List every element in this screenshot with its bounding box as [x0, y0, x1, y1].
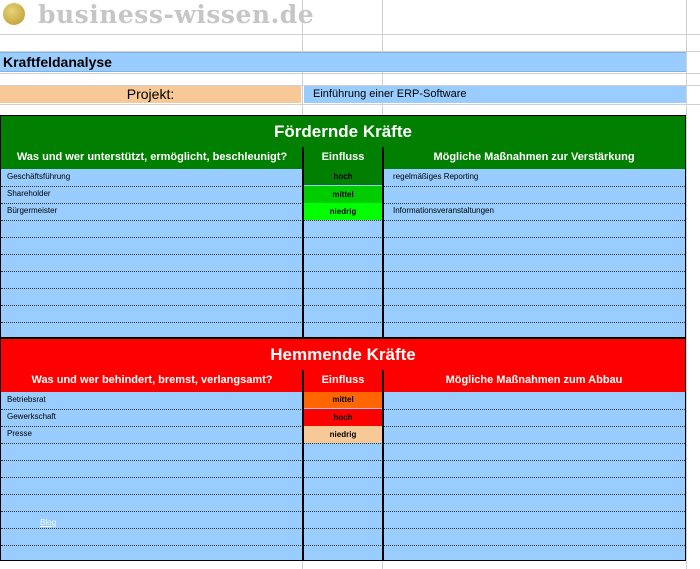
logo-icon — [3, 3, 25, 25]
hemmend-section — [0, 338, 686, 561]
einfluss-badge-mittel: mittel — [304, 392, 382, 408]
foerdernd-column-header-row — [1, 147, 685, 169]
project-value-cell[interactable]: Einführung einer ERP-Software — [304, 86, 686, 103]
einfluss-badge-mittel: mittel — [304, 186, 382, 203]
force-name: Gewerkschaft — [7, 412, 56, 421]
foerdernd-heading: Fördernde Kräfte — [1, 116, 685, 147]
force-name: Geschäftsführung — [7, 172, 71, 181]
foerdernd-col-who: Was und wer unterstützt, ermöglicht, beschleunigt? — [16, 151, 288, 163]
column-divider — [302, 147, 304, 337]
einfluss-badge-niedrig: niedrig — [304, 426, 382, 443]
hemmend-table-body — [1, 392, 685, 560]
title-bar — [0, 52, 686, 72]
foerdernd-section — [0, 115, 686, 338]
einfluss-badge-hoch: hoch — [304, 409, 382, 426]
brand-logo: business-wissen.de — [38, 0, 315, 29]
force-name: Bürgermeister — [7, 206, 58, 215]
hemmend-heading: Hemmende Kräfte — [1, 339, 685, 370]
column-divider — [382, 147, 384, 337]
project-label: Projekt: — [0, 86, 301, 103]
foerdernd-table-body — [1, 169, 685, 337]
column-divider — [382, 370, 384, 560]
force-name: Betriebsrat — [7, 395, 46, 404]
page-title: Kraftfeldanalyse — [3, 54, 112, 70]
force-name: Presse — [7, 429, 32, 438]
column-divider — [302, 370, 304, 560]
blog-link[interactable]: Blog — [40, 518, 57, 527]
foerdernd-col-einfluss: Einfluss — [321, 151, 365, 163]
hemmend-column-header-row — [1, 370, 685, 392]
foerdernd-col-massnahmen: Mögliche Maßnahmen zur Verstärkung — [433, 151, 635, 163]
force-name: Shareholder — [7, 189, 51, 198]
hemmend-col-massnahmen: Mögliche Maßnahmen zum Abbau — [445, 374, 623, 386]
measure-text: regelmäßiges Reporting — [393, 172, 479, 181]
hemmend-col-einfluss: Einfluss — [321, 374, 365, 386]
einfluss-badge-niedrig: niedrig — [304, 203, 382, 220]
einfluss-badge-hoch: hoch — [304, 169, 382, 185]
measure-text: Informationsveranstaltungen — [393, 206, 494, 215]
hemmend-col-who: Was und wer behindert, bremst, verlangsamt? — [31, 374, 273, 386]
